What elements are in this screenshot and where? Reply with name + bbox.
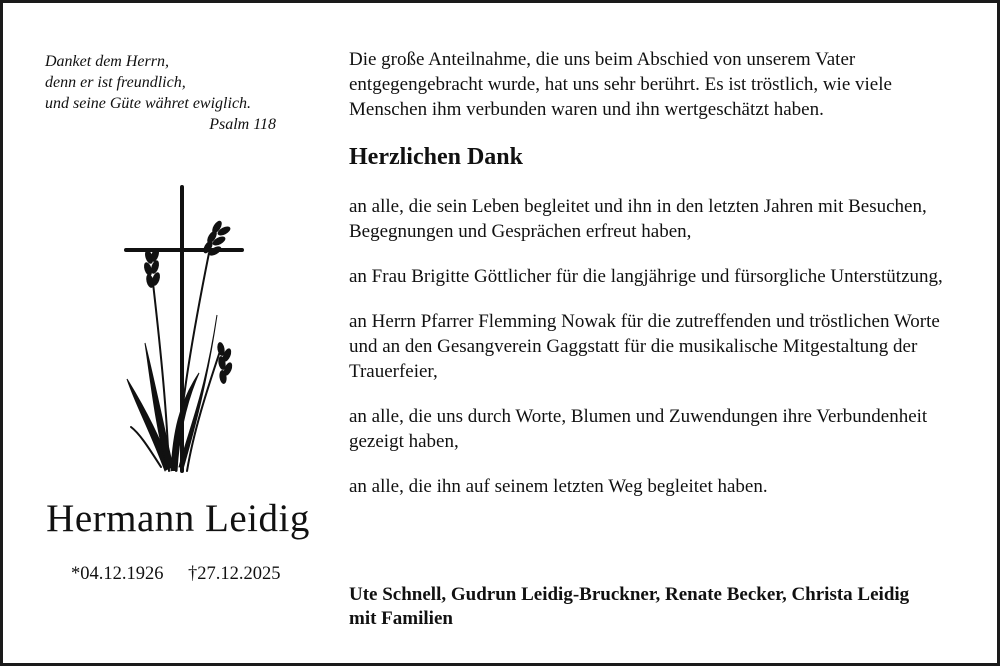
intro-paragraph: Die große Anteilnahme, die uns beim Abschied von unserem Vater entgegengebracht wurde, hat uns sehr berührt. Es ist tröstlich, wie viele Menschen ihm verbunden waren und ihn wertgeschätzt haben. <box>349 49 892 120</box>
verse-line-2: denn er ist freundlich, <box>45 74 186 91</box>
death-date: †27.12.2025 <box>188 564 281 584</box>
cross-with-wheat-icon <box>121 183 251 475</box>
thanks-item: an alle, die ihn auf seinem letzten Weg begleitet haben. <box>349 476 768 497</box>
thanks-item: an Herrn Pfarrer Flemming Nowak für die zutreffenden und tröstlichen Worte und an den Gesangverein Gaggstatt für die musikalische Mitgestaltung der Trauerfeier, <box>349 311 940 382</box>
thanks-heading: Herzlichen Dank <box>349 144 523 170</box>
signature <box>349 583 969 631</box>
thanks-item: an Frau Brigitte Göttlicher für die langjährige und fürsorgliche Unterstützung, <box>349 266 943 287</box>
verse-line-3: und seine Güte währet ewiglich. <box>45 95 252 112</box>
verse-reference: Psalm 118 <box>209 116 276 133</box>
thanks-item: an alle, die sein Leben begleitet und ihn in den letzten Jahren mit Besuchen, Begegnungen und Gesprächen erfreut haben, <box>349 196 927 242</box>
birth-date: *04.12.1926 <box>71 564 164 584</box>
message-body <box>349 47 969 499</box>
thanks-list <box>349 194 969 499</box>
verse-line-1: Danket dem Herrn, <box>45 53 169 70</box>
thanks-item: an alle, die uns durch Worte, Blumen und Zuwendungen ihre Verbundenheit gezeigt haben, <box>349 406 928 452</box>
bible-verse <box>45 51 280 135</box>
signature-names: Ute Schnell, Gudrun Leidig-Bruckner, Renate Becker, Christa Leidig <box>349 584 910 605</box>
deceased-name: Hermann Leidig <box>46 497 310 540</box>
signature-suffix: mit Familien <box>349 608 453 629</box>
